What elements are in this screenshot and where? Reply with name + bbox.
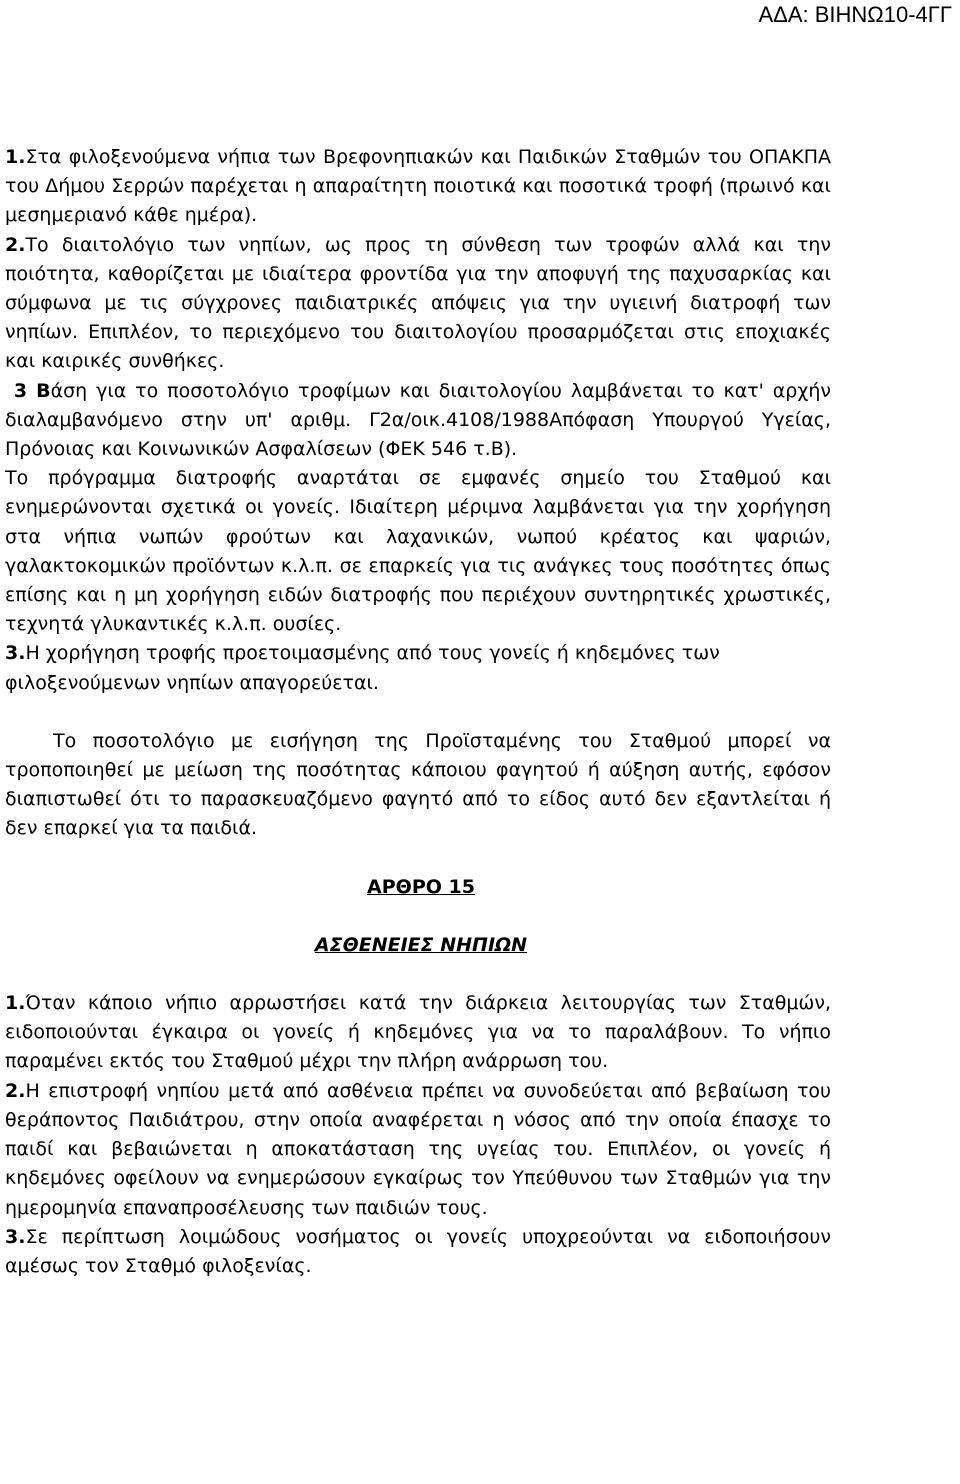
ada-header: ΑΔΑ: ΒΙΗΝΩ10-4ΓΓ: [758, 2, 952, 27]
portion-paragraph: Το ποσοτολόγιο με εισήγηση της Προϊσταμένης του Σταθμού μπορεί να τροποποιηθεί με μείωση της ποσότητας κάποιου φαγητού ή αύξηση αυτής, εφόσον διαπιστωθεί ότι το παρασκευαζόμενο φαγητό από το είδος αυτό δεν εξαντλείται ή δεν επαρκεί για τα παιδιά.: [5, 729, 831, 840]
section-2-number: 2.: [5, 233, 26, 256]
section-3-prohibition-line-2-paragraph: [5, 669, 831, 698]
article-15-text-1: Όταν κάποιο νήπιο αρρωστήσει κατά την διάρκεια λειτουργίας των Σταθμών, ειδοποιούνται έγκαιρα οι γονείς ή κηδεμόνες για να το παραλάβουν. Το νήπιο παραμένει εκτός του Σταθμού μέχρι την πλήρη ανάρρωση του.: [5, 992, 831, 1073]
article-15-paragraph-1: [5, 989, 831, 1077]
section-2-paragraph: [5, 231, 831, 377]
article-15-text-2: Η επιστροφή νηπίου μετά από ασθένεια πρέπει να συνοδεύεται από βεβαίωση του θεράποντος Παιδιάτρου, στην οποία αναφέρεται η νόσος από την οποία έπασχε το παιδί και βεβαιώνεται η αποκατάσταση της υγείας του. Επιπλέον, οι γονείς ή κηδεμόνες οφείλουν να ενημερώσουν εγκαίρως τον Υπεύθυνου των Σταθμών για την ημερομηνία επαναπροσέλευσης των παιδιών τους.: [5, 1079, 831, 1219]
article-15-paragraph-2: [5, 1077, 831, 1223]
article-15-paragraph-3: [5, 1223, 831, 1281]
article-15-text-3: Σε περίπτωση λοιμώδους νοσήματος οι γονείς υποχρεούνται να ειδοποιήσουν αμέσως τον Σταθμό φιλοξενίας.: [5, 1225, 831, 1277]
section-3-prohibition-line-1: Η χορήγηση τροφής προετοιμασμένης από τους γονείς ή κηδεμόνες των: [25, 642, 720, 665]
section-3-basis-text: άση για το ποσοτολόγιο τροφίμων και διαιτολογίου λαμβάνεται το κατ' αρχήν διαλαμβανόμενο στην υπ' αριθμ. Γ2α/οικ.4108/1988Απόφαση Υπουργού Υγείας, Πρόνοιας και Κοινωνικών Ασφαλίσεων (ΦΕΚ 546 τ.Β).: [5, 379, 831, 461]
section-1-number: 1.: [5, 146, 26, 168]
section-3-prohibition-line-2: φιλοξενούμενων νηπίων απαγορεύεται.: [5, 671, 379, 694]
section-1-paragraph: [5, 143, 831, 231]
section-3-basis-number: 3: [13, 379, 28, 402]
section-1-text: Στα φιλοξενούμενα νήπια των Βρεφονηπιακών και Παιδικών Σταθμών του ΟΠΑΚΠΑ του Δήμου Σερρών παρέχεται η απαραίτητη ποιοτικά και ποσοτικά τροφή (πρωινό και μεσημεριανό κάθε ημέρα).: [5, 146, 831, 227]
article-15-number-1: 1.: [5, 992, 26, 1015]
section-3-prohibition-number: 3.: [5, 642, 26, 665]
section-2-text: Το διαιτολόγιο των νηπίων, ως προς τη σύνθεση των τροφών αλλά και την ποιότητα, καθορίζεται με ιδιαίτερα φροντίδα για την αποφυγή της παχυσαρκίας και σύμφωνα με τις σύγχρονες παιδιατρικές απόψεις για την υγιεινή διατροφή των νηπίων. Επιπλέον, το περιεχόμενο του διαιτολογίου προσαρμόζεται στις εποχιακές και καιρικές συνθήκες.: [5, 233, 831, 373]
document-body: [5, 143, 831, 1281]
article-15-number-2: 2.: [5, 1079, 26, 1102]
article-subtitle: ΑΣΘΕΝΕΙΕΣ ΝΗΠΙΩΝ: [314, 933, 528, 956]
section-3-basis-paragraph: [5, 377, 831, 465]
program-paragraph: Το πρόγραμμα διατροφής αναρτάται σε εμφανές σημείο του Σταθμού και ενημερώνονται σχετικά οι γονείς. Ιδιαίτερη μέριμνα λαμβάνεται για την χορήγηση στα νήπια νωπών φρούτων και λαχανικών, νωπού κρέατος και ψαριών, γαλακτοκομικών προϊόντων κ.λ.π. σε επαρκείς για τις ανάγκες τους ποσότητες όπως επίσης και η μη χορήγηση ειδών διατροφής που περιέχουν συντηρητικές χρωστικές, τεχνητά γλυκαντικές κ.λ.π. ουσίες.: [5, 467, 831, 636]
article-15-number-3: 3.: [5, 1225, 26, 1248]
blank-line: [5, 698, 831, 727]
section-3-prohibition-paragraph: [5, 639, 831, 668]
article-title: ΑΡΘΡΟ 15: [367, 875, 475, 898]
section-3-basis-initial: Β: [36, 379, 51, 402]
